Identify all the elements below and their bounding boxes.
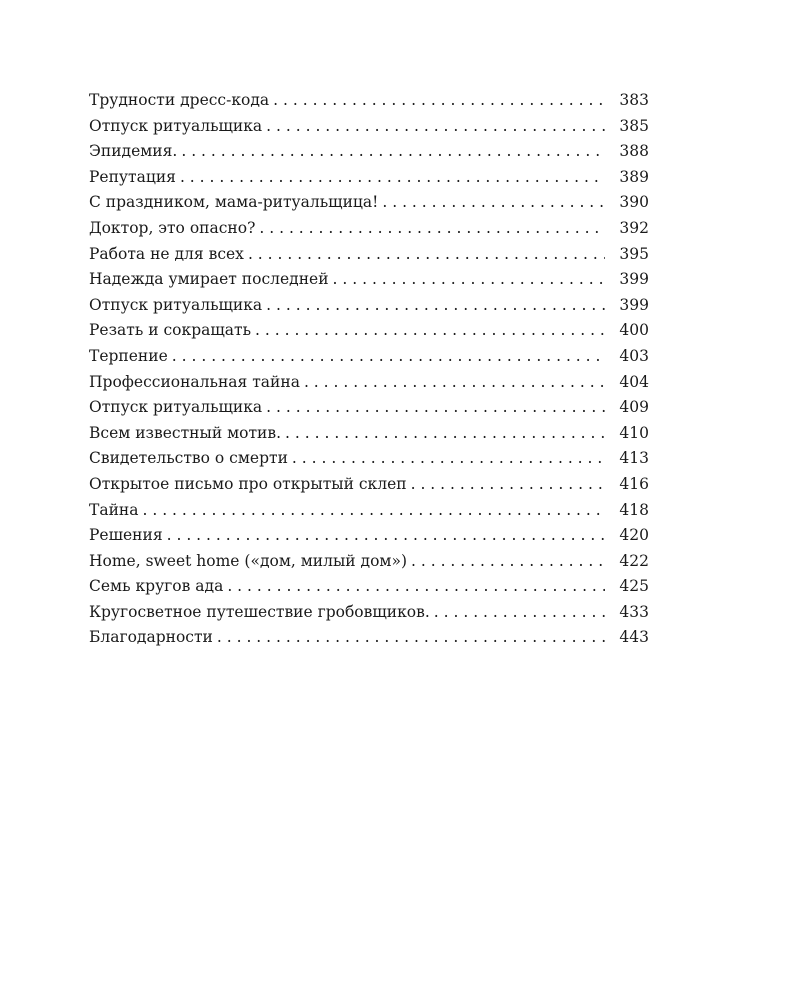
toc-entry: [89, 625, 649, 651]
toc-entry-title: Профессиональная тайна: [89, 372, 300, 391]
toc-leader-dots: [259, 216, 605, 242]
toc-entry: [89, 549, 649, 575]
toc-entry: [89, 600, 649, 626]
table-of-contents: [89, 88, 649, 651]
toc-entry-title: Решения: [89, 526, 163, 545]
toc-leader-dots: [142, 498, 605, 524]
toc-entry: [89, 574, 649, 600]
toc-entry-title: Благодарности: [89, 628, 213, 647]
toc-entry-page: 389: [619, 167, 649, 186]
toc-entry-title: Трудности дресс-кода: [89, 91, 270, 109]
toc-entry-page: 410: [619, 423, 649, 442]
toc-entry-page: 388: [619, 142, 649, 161]
toc-entry-page: 422: [619, 551, 649, 570]
toc-entry: [89, 523, 649, 549]
toc-entry: [89, 139, 649, 165]
toc-leader-dots: [227, 574, 605, 600]
toc-leader-dots: [181, 139, 605, 165]
toc-entry-title: Отпуск ритуальщика: [89, 398, 263, 417]
toc-entry: [89, 498, 649, 524]
toc-leader-dots: [285, 421, 605, 447]
toc-entry: [89, 472, 649, 498]
toc-entry-title: Резать и сокращать: [89, 321, 252, 340]
toc-leader-dots: [255, 318, 605, 344]
toc-entry-page: 400: [619, 321, 649, 340]
toc-entry: [89, 293, 649, 319]
toc-entry-title: Работа не для всех: [89, 244, 244, 263]
toc-entry-page: 443: [619, 628, 649, 647]
toc-entry-title: Home, sweet home («дом, милый дом»): [89, 551, 408, 570]
toc-entry-page: 409: [619, 398, 649, 417]
toc-entry-page: 413: [619, 449, 649, 468]
toc-entry-page: 392: [619, 218, 649, 237]
toc-leader-dots: [266, 293, 605, 319]
toc-entry-page: 433: [619, 602, 649, 621]
toc-leader-dots: [167, 523, 605, 549]
toc-entry-page: 383: [619, 91, 649, 109]
toc-entry: [89, 165, 649, 191]
toc-entry-title: Семь кругов ада: [89, 577, 224, 596]
toc-leader-dots: [333, 267, 605, 293]
toc-entry-title: Кругосветное путешествие гробовщиков.: [89, 602, 430, 621]
toc-leader-dots: [411, 549, 605, 575]
toc-entry-title: Свидетельство о смерти: [89, 449, 288, 468]
toc-entry: [89, 421, 649, 447]
toc-entry-title: Открытое письмо про открытый склеп: [89, 474, 407, 493]
toc-leader-dots: [172, 344, 605, 370]
toc-entry: [89, 216, 649, 242]
toc-leader-dots: [217, 625, 605, 651]
toc-leader-dots: [248, 242, 605, 268]
toc-entry-title: Всем известный мотив.: [89, 423, 282, 442]
toc-entry-page: 420: [619, 526, 649, 545]
toc-entry: [89, 370, 649, 396]
toc-entry: [89, 242, 649, 268]
toc-entry-page: 418: [619, 500, 649, 519]
toc-entry-title: Доктор, это опасно?: [89, 218, 256, 237]
toc-entry: [89, 344, 649, 370]
toc-entry-page: 403: [619, 346, 649, 365]
toc-entry-title: Надежда умирает последней: [89, 270, 329, 289]
toc-leader-dots: [266, 395, 605, 421]
toc-leader-dots: [266, 114, 605, 140]
toc-leader-dots: [411, 472, 605, 498]
toc-entry: [89, 88, 649, 114]
toc-entry: [89, 267, 649, 293]
toc-entry-title: Отпуск ритуальщика: [89, 116, 263, 135]
toc-leader-dots: [180, 165, 605, 191]
toc-entry-page: 416: [619, 474, 649, 493]
toc-entry-title: Терпение: [89, 346, 168, 365]
toc-entry-title: С праздником, мама-ритуальщица!: [89, 193, 379, 212]
toc-entry: [89, 190, 649, 216]
toc-leader-dots: [292, 446, 605, 472]
toc-entry-page: 399: [619, 270, 649, 289]
toc-leader-dots: [273, 88, 605, 114]
toc-leader-dots: [434, 600, 605, 626]
toc-leader-dots: [382, 190, 605, 216]
toc-entry-page: 385: [619, 116, 649, 135]
toc-entry: [89, 318, 649, 344]
toc-entry-title: Отпуск ритуальщика: [89, 295, 263, 314]
toc-entry: [89, 446, 649, 472]
toc-entry-title: Репутация: [89, 167, 176, 186]
toc-entry-page: 390: [619, 193, 649, 212]
toc-entry-page: 399: [619, 295, 649, 314]
toc-entry: [89, 114, 649, 140]
toc-entry: [89, 395, 649, 421]
toc-entry-title: Тайна: [89, 500, 139, 519]
toc-leader-dots: [304, 370, 605, 396]
toc-entry-page: 404: [619, 372, 649, 391]
toc-entry-page: 395: [619, 244, 649, 263]
toc-entry-page: 425: [619, 577, 649, 596]
toc-entry-title: Эпидемия.: [89, 142, 178, 161]
